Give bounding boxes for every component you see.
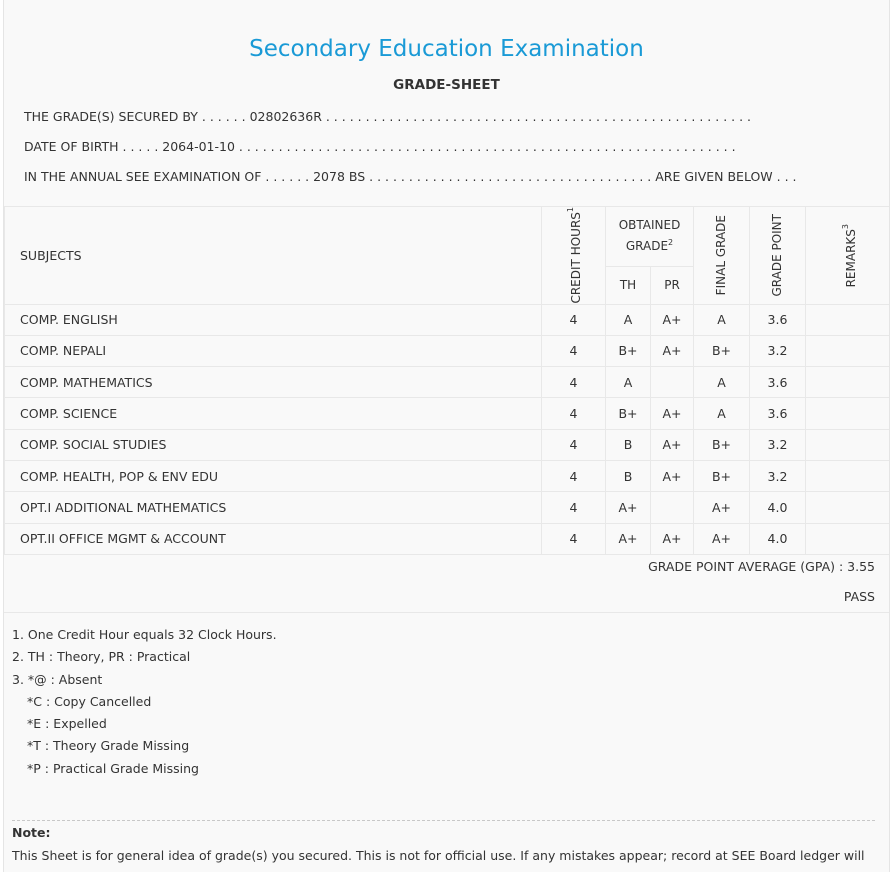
grade-point-cell: 3.2 [750, 335, 806, 366]
exam-year-line: IN THE ANNUAL SEE EXAMINATION OF . . . . . . 2078 BS . . . . . . . . . . . . . . . . . . . . . . . . . . . . . . . . . . . . ARE GIVEN BELOW . . . [24, 169, 797, 184]
subject-cell: OPT.II OFFICE MGMT & ACCOUNT [5, 523, 542, 554]
page-title: Secondary Education Examination [249, 36, 644, 62]
table-row [5, 461, 891, 492]
header-grade-point: GRADE POINT [750, 207, 806, 305]
table-row [5, 335, 891, 366]
practical-grade-cell: A+ [651, 461, 694, 492]
footnote-item: *T : Theory Grade Missing [27, 738, 190, 754]
final-grade-cell: B+ [694, 461, 750, 492]
theory-grade-cell: B+ [606, 335, 651, 366]
table-row [5, 398, 891, 429]
credit-hours-cell: 4 [542, 492, 606, 523]
final-grade-cell: A [694, 367, 750, 398]
theory-grade-cell: A [606, 304, 651, 335]
theory-grade-cell: B+ [606, 398, 651, 429]
final-grade-cell: A+ [694, 492, 750, 523]
subject-cell: COMP. HEALTH, POP & ENV EDU [5, 461, 542, 492]
table-row [5, 367, 891, 398]
remarks-cell [806, 304, 891, 335]
note-text: This Sheet is for general idea of grade(s) you secured. This is not for official use. If any mistakes appear; record at SEE Board ledger will [12, 848, 865, 863]
footnotes [12, 624, 277, 780]
remarks-cell [806, 523, 891, 554]
credit-hours-cell: 4 [542, 304, 606, 335]
footnote-item: 2. TH : Theory, PR : Practical [12, 649, 191, 665]
credit-hours-cell: 4 [542, 523, 606, 554]
divider [4, 612, 889, 613]
theory-grade-cell: B [606, 461, 651, 492]
table-row [5, 429, 891, 460]
credit-hours-cell: 4 [542, 461, 606, 492]
symbol-number-line: THE GRADE(S) SECURED BY . . . . . . 02802636R . . . . . . . . . . . . . . . . . . . . . . . . . . . . . . . . . . . . . . . . . . . . . . . . . . . . . . [24, 109, 752, 124]
header-obtained-grade: OBTAINED GRADE$^2$ [606, 207, 694, 267]
date-of-birth-line: DATE OF BIRTH . . . . . 2064-01-10 . . . . . . . . . . . . . . . . . . . . . . . . . . . . . . . . . . . . . . . . . . . . . . . . . . . . . . . . . . . . . . . [24, 139, 736, 154]
footnote-item: 3. *@ : Absent [12, 671, 103, 687]
grade-point-cell: 3.6 [750, 398, 806, 429]
grade-point-cell: 4.0 [750, 492, 806, 523]
grade-point-cell: 3.2 [750, 461, 806, 492]
subject-cell: COMP. SCIENCE [5, 398, 542, 429]
subject-cell: COMP. SOCIAL STUDIES [5, 429, 542, 460]
subject-cell: COMP. ENGLISH [5, 304, 542, 335]
remarks-cell [806, 398, 891, 429]
credit-hours-cell: 4 [542, 367, 606, 398]
practical-grade-cell: A+ [651, 335, 694, 366]
subject-cell: COMP. MATHEMATICS [5, 367, 542, 398]
subject-cell: OPT.I ADDITIONAL MATHEMATICS [5, 492, 542, 523]
grades-table [4, 206, 890, 555]
credit-hours-cell: 4 [542, 335, 606, 366]
theory-grade-cell: B [606, 429, 651, 460]
footnote-item: *E : Expelled [27, 716, 107, 732]
grade-point-cell: 4.0 [750, 523, 806, 554]
dashed-divider [12, 820, 875, 821]
practical-grade-cell: A+ [651, 429, 694, 460]
grade-sheet [3, 0, 890, 872]
footnote-item: *C : Copy Cancelled [27, 693, 152, 709]
theory-grade-cell: A+ [606, 492, 651, 523]
grade-point-cell: 3.6 [750, 367, 806, 398]
remarks-cell [806, 429, 891, 460]
final-grade-cell: A+ [694, 523, 750, 554]
header-final-grade: FINAL GRADE [694, 207, 750, 305]
header-credit-hours: CREDIT HOURS$^1$ [542, 207, 606, 305]
table-row [5, 492, 891, 523]
gpa-summary: GRADE POINT AVERAGE (GPA) : 3.55 [648, 559, 875, 574]
remarks-cell [806, 461, 891, 492]
footnote-item: 1. One Credit Hour equals 32 Clock Hours. [12, 627, 277, 642]
header-pr: PR [651, 266, 694, 304]
grade-point-cell: 3.6 [750, 304, 806, 335]
table-row [5, 304, 891, 335]
subject-cell: COMP. NEPALI [5, 335, 542, 366]
credit-hours-cell: 4 [542, 398, 606, 429]
practical-grade-cell [651, 367, 694, 398]
final-grade-cell: B+ [694, 429, 750, 460]
theory-grade-cell: A [606, 367, 651, 398]
practical-grade-cell: A+ [651, 304, 694, 335]
final-grade-cell: A [694, 398, 750, 429]
final-grade-cell: A [694, 304, 750, 335]
remarks-cell [806, 367, 891, 398]
theory-grade-cell: A+ [606, 523, 651, 554]
note-label: Note: [12, 825, 51, 840]
grade-point-cell: 3.2 [750, 429, 806, 460]
remarks-cell [806, 492, 891, 523]
credit-hours-cell: 4 [542, 429, 606, 460]
final-grade-cell: B+ [694, 335, 750, 366]
header-th: TH [606, 266, 651, 304]
remarks-cell [806, 335, 891, 366]
table-row [5, 523, 891, 554]
sheet-subtitle: GRADE-SHEET [393, 77, 500, 93]
practical-grade-cell [651, 492, 694, 523]
result-status: PASS [843, 589, 875, 604]
header-remarks: REMARKS$^3$ [806, 207, 891, 305]
practical-grade-cell: A+ [651, 398, 694, 429]
header-subjects: SUBJECTS [5, 207, 542, 305]
practical-grade-cell: A+ [651, 523, 694, 554]
footnote-item: *P : Practical Grade Missing [27, 760, 199, 776]
